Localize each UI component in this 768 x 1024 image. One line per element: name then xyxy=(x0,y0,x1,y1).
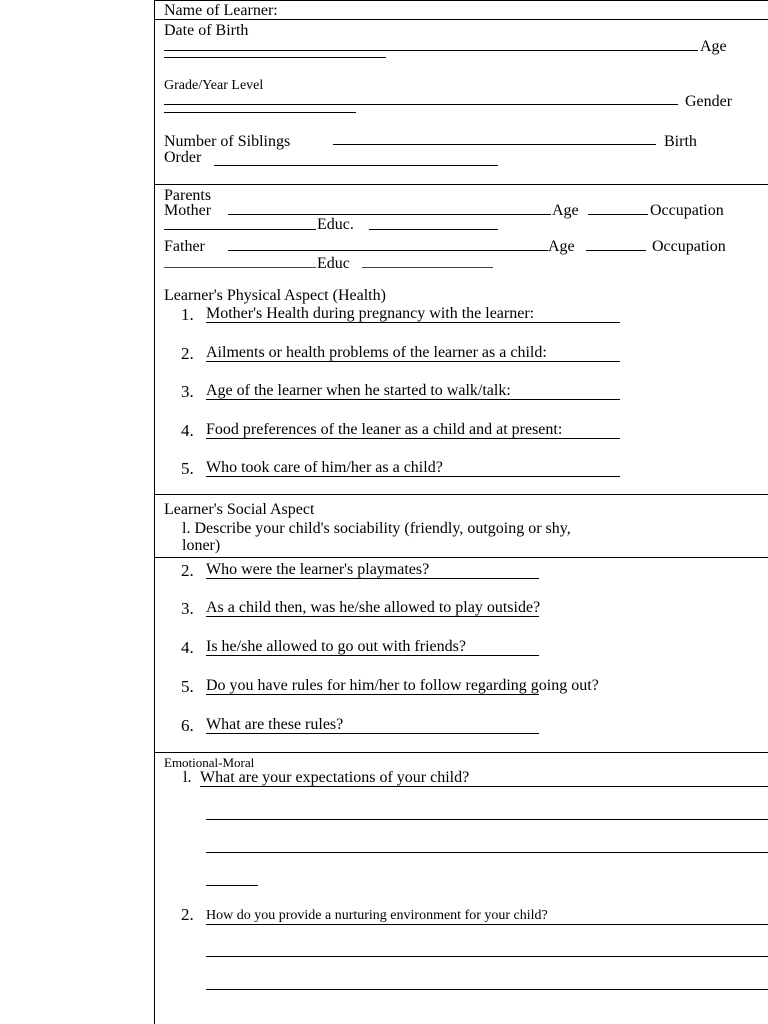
emotional-q2-number: 2. xyxy=(181,905,194,924)
age-label: Age xyxy=(700,38,727,55)
top-border xyxy=(154,0,768,1)
mother-educ-label: Educ. xyxy=(317,216,354,233)
emotional-q1-answer-line-4[interactable] xyxy=(206,885,258,886)
emotional-q2-text: How do you provide a nurturing environment for your child? xyxy=(206,908,548,923)
mother-educ-field[interactable] xyxy=(369,229,498,230)
physical-item-2-number: 2. xyxy=(181,344,194,363)
emotional-q1-answer-line-2[interactable] xyxy=(206,819,768,820)
social-item-2-text: Who were the learner's playmates? xyxy=(206,561,430,578)
emotional-q1-answer-line-1[interactable] xyxy=(200,786,768,787)
social-item-3-text: As a child then, was he/she allowed to play outside? xyxy=(206,599,541,616)
social-item-5-answer-line[interactable] xyxy=(206,694,539,695)
social-aspect-heading: Learner's Social Aspect xyxy=(164,501,315,518)
father-occupation-field[interactable] xyxy=(164,267,316,268)
emotional-moral-heading: Emotional-Moral xyxy=(164,755,255,770)
physical-item-1-text: Mother's Health during pregnancy with the learner: xyxy=(206,305,535,322)
father-name-field[interactable] xyxy=(228,250,548,251)
father-educ-field[interactable] xyxy=(362,267,493,268)
birth-order-field[interactable] xyxy=(214,165,498,166)
emotional-q1-number: l. xyxy=(183,769,192,786)
parents-heading: Parents xyxy=(164,187,212,204)
mother-occupation-label: Occupation xyxy=(650,202,724,219)
physical-item-3-number: 3. xyxy=(181,382,194,401)
physical-item-3-text: Age of the learner when he started to walk/talk: xyxy=(206,382,511,399)
social-item-6-answer-line[interactable] xyxy=(206,733,539,734)
date-of-birth-label: Date of Birth xyxy=(164,22,249,39)
order-label: Order xyxy=(164,149,202,166)
divider-physical xyxy=(154,494,768,495)
father-educ-label: Educ xyxy=(317,255,350,272)
divider-social-1 xyxy=(154,557,768,558)
social-item-6-number: 6. xyxy=(181,716,194,735)
divider-social-2 xyxy=(154,752,768,753)
divider-name xyxy=(154,19,768,20)
date-of-birth-field[interactable] xyxy=(164,50,698,51)
physical-aspect-heading: Learner's Physical Aspect (Health) xyxy=(164,287,386,304)
social-item-4-text: Is he/she allowed to go out with friends? xyxy=(206,638,466,655)
mother-age-field[interactable] xyxy=(588,214,648,215)
social-item-2-answer-line[interactable] xyxy=(206,578,539,579)
physical-item-4-text: Food preferences of the leaner as a child and at present: xyxy=(206,421,563,438)
name-of-learner-label: Name of Learner: xyxy=(164,2,278,19)
physical-item-2-text: Ailments or health problems of the learner as a child: xyxy=(206,344,547,361)
mother-age-label: Age xyxy=(552,202,579,219)
social-item-4-number: 4. xyxy=(181,638,194,657)
social-item-3-number: 3. xyxy=(181,599,194,618)
social-item-2-number: 2. xyxy=(181,561,194,580)
social-item-6-text: What are these rules? xyxy=(206,716,344,733)
emotional-q1-text: What are your expectations of your child? xyxy=(200,769,470,786)
physical-item-1-answer-line[interactable] xyxy=(206,322,620,323)
father-label: Father xyxy=(164,238,205,255)
physical-item-5-text: Who took care of him/her as a child? xyxy=(206,459,443,476)
mother-occupation-field[interactable] xyxy=(164,229,316,230)
grade-year-level-label: Grade/Year Level xyxy=(164,78,264,93)
emotional-q2-answer-line-3[interactable] xyxy=(206,989,768,990)
social-item-4-answer-line[interactable] xyxy=(206,655,539,656)
physical-item-1-number: 1. xyxy=(181,305,194,324)
mother-name-field[interactable] xyxy=(228,214,551,215)
physical-item-5-answer-line[interactable] xyxy=(206,476,620,477)
social-item-5-text: Do you have rules for him/her to follow regarding going out? xyxy=(206,677,599,694)
physical-item-4-number: 4. xyxy=(181,421,194,440)
father-age-field[interactable] xyxy=(586,250,646,251)
emotional-q1-answer-line-3[interactable] xyxy=(206,852,768,853)
social-item-1-line-1: l. Describe your child's sociability (friendly, outgoing or shy, xyxy=(182,520,571,537)
gender-field[interactable] xyxy=(164,112,356,113)
father-age-label: Age xyxy=(548,238,575,255)
father-occupation-label: Occupation xyxy=(652,238,726,255)
divider-background xyxy=(154,184,768,185)
gender-label: Gender xyxy=(685,93,733,110)
mother-label: Mother xyxy=(164,202,212,219)
physical-item-3-answer-line[interactable] xyxy=(206,399,620,400)
emotional-q2-answer-line-1[interactable] xyxy=(206,924,768,925)
grade-year-level-field[interactable] xyxy=(164,104,678,105)
physical-item-5-number: 5. xyxy=(181,459,194,478)
number-of-siblings-label: Number of Siblings xyxy=(164,133,291,150)
physical-item-2-answer-line[interactable] xyxy=(206,361,620,362)
social-item-3-answer-line[interactable] xyxy=(206,616,539,617)
number-of-siblings-field[interactable] xyxy=(333,144,656,145)
physical-item-4-answer-line[interactable] xyxy=(206,438,620,439)
social-item-5-number: 5. xyxy=(181,677,194,696)
birth-label: Birth xyxy=(664,133,697,150)
age-field[interactable] xyxy=(164,57,386,58)
emotional-q2-answer-line-2[interactable] xyxy=(206,956,768,957)
social-item-1-line-2: loner) xyxy=(182,537,221,554)
